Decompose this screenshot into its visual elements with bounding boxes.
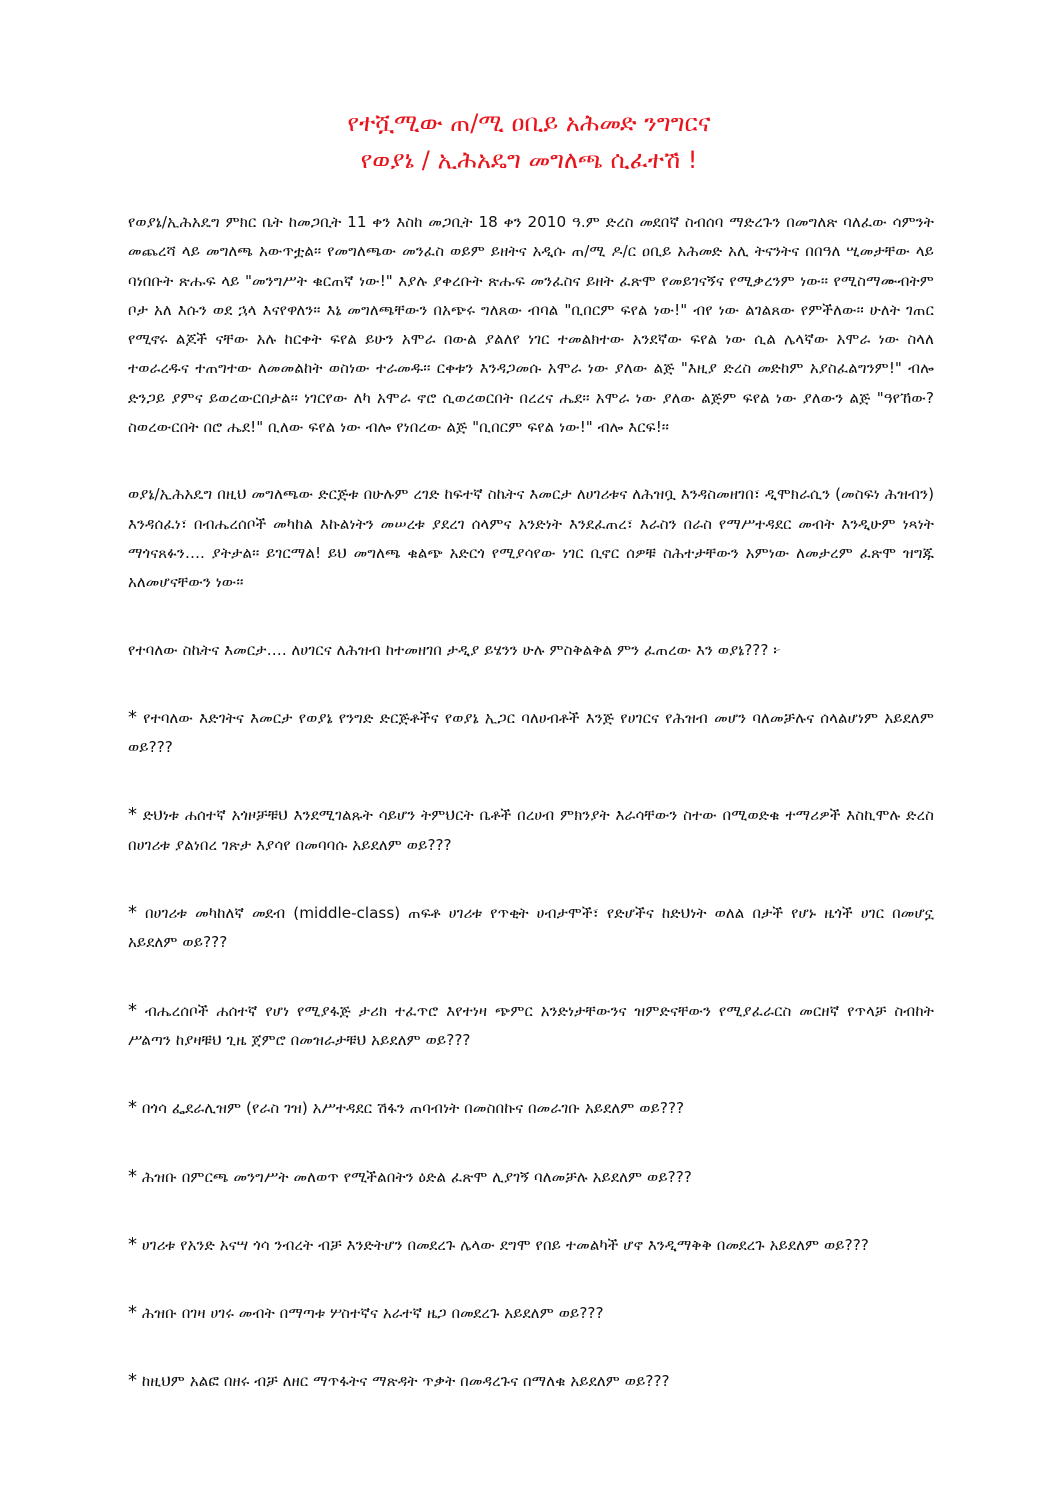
document-title-line-1: የተሿሚው ጠ/ሚ ዐቢይ አሕመድ ንግግርና xyxy=(347,109,711,137)
bullet-star: * xyxy=(128,1165,137,1187)
bullet-star: * xyxy=(128,804,137,826)
paragraph-question: የተባለው ስኬትና እመርታ…. ለሀገርና ለሕዝብ ከተመዘገበ ታዲያ ይሄንን ሁሉ ምስቅልቅል ምን ፈጠረው እን ወያኔ??? ፦ xyxy=(128,640,782,659)
document-body xyxy=(128,208,934,1397)
bullet-star: * xyxy=(128,706,137,728)
list-item xyxy=(128,898,934,958)
bullet-star: * xyxy=(128,999,137,1021)
list-item xyxy=(128,1298,934,1328)
document-title-line-2: የወያኔ / ኢሕአዴግ መግለጫ ሲፈተሽ ! xyxy=(360,146,698,174)
bullet-star: * xyxy=(128,1233,137,1255)
list-item xyxy=(128,1093,934,1123)
list-item-text: ሀገሪቱ የአንድ አናሣ ጎሳ ንብረት ብቻ እንድትሆን በመደረጉ ሌላው ደግሞ የበይ ተመልካች ሆኖ እንዲማቅቅ በመደረጉ አይደለም ወይ??? xyxy=(141,1235,869,1254)
list-item-text: የተባለው እድገትና እመርታ የወያኔ የንግድ ድርጅቶችና የወያኔ ኢጋር ባለሀብቶች እንጅ የሀገርና የሕዝብ መሆን ባለመቻሉና ሰላልሆነም አይደለም ወይ??? xyxy=(128,708,935,757)
paragraph-statement: ወያኔ/ኢሕአዴግ በዚህ መግለጫው ድርጅቱ በሁሉም ረገድ ከፍተኛ ስኬትና እመርታ ለሀገሪቱና ለሕዝቧ እንዳስመዘገበ፣ ዲሞክራሲን (መስፍነ ሕዝብን) እንዳሰፈነ፣ በብሔረሰቦች መካከል እኩልነትን መሠረቱ ያደረገ ሰላምና አንድነት እንደፈጠረ፣ እራስን በራስ የማሥተዳደር መብት እንዲሁም ነጻነት ማጎናጸፉን…. ያትታል፡፡ ይገርማል! ይህ መግለጫ ቁልጭ አድርጎ የሚያሳየው ነገር ቢኖር ሰዎቹ ስሕተታቸውን አምነው ለመታረም ፈጽሞ ዝግጁ አለመሆናቸውን ነው፡፡ xyxy=(128,485,934,592)
paragraph-intro: የወያኔ/ኢሕአዴግ ምክር ቤት ከመጋቢት 11 ቀን እስከ መጋቢት 18 ቀን 2010 ዓ.ም ድረስ መደበኛ ስብሰባ ማድረጉን በመግለጽ ባለፈው ሳምንት መጨረሻ ላይ መግለጫ አውጥቷል፡፡ የመግለጫው መንፈስ ወይም ይዘትና አዲሱ ጠ/ሚ ዶ/ር ዐቢይ አሕመድ አሊ ትናንትና በበዓለ ሢመታቸው ላይ ባነበቡት ጽሑፍ ላይ "መንግሥት ቁርጠኛ ነው!" እያሉ ያቀረቡት ጽሑፍ መንፈስና ይዘት ፈጽሞ የመይገናኝና የሚቃረንም ነው፡፡ የሚስማሙብትም ቦታ አለ እሱን ወደ ኋላ እናየዋለን፡፡ እኔ መግለጫቸውን በአጭሩ ግለጸው ብባል "ቢበርም ፍየል ነው!" ብየ ነው ልገልጸው የምችለው፡፡ ሁለት ገጠር የሚኖሩ ልጆች ናቸው አሉ ከርቀት ፍየል ይሁን አሞራ በውል ያልለየ ነገር ተመልክተው አንደኛው ፍየል ነው ሲል ሌላኛው አሞራ ነው ስላለ ተወራረዱና ተጠግተው ለመመልከት ወስነው ተራመዱ፡፡ ርቀቱን እንዳጋመሱ አሞራ ነው ያለው ልጅ "እዚያ ድረስ መድከም አያስፈልግንም!" ብሎ ድንጋይ ያምና ይወረውርበታል፡፡ ነገርየው ለካ አሞራ ኖሮ ሲወረወርበት በረረና ሔደ፡፡ አሞራ ነው ያለው ልጅም ፍየል ነው ያለውን ልጅ "ዓየኸው? ስወረውርበት በሮ ሔደ!" ቢለው ፍየል ነው ብሎ የነበረው ልጅ "ቢበርም ፍየል ነው!" ብሎ እርፍ!፡፡ xyxy=(128,213,934,437)
bullet-star: * xyxy=(128,1302,137,1324)
bullet-star: * xyxy=(128,1370,137,1392)
list-item-text: ብሔረሰቦች ሐሰተኛ የሆነ የሚያፋጅ ታሪክ ተፈጥሮ እየተነዛ ጭምር አንድነታቸውንና ዝምድናቸውን የሚያፈራርስ መርዘኛ የጥላቻ ስብከት ሥልጣን ከያዛቹህ ጊዜ ጀምሮ በመዝራታቹህ አይደለም ወይ??? xyxy=(128,1001,934,1049)
list-item-text: ሕዝቡ በምርጫ መንግሥት መለወጥ የሚችልበትን ዕድል ፈጽሞ ሊያገኝ ባለመቻሉ አይደለም ወይ??? xyxy=(141,1167,692,1186)
list-item xyxy=(128,1162,934,1192)
bullet-star: * xyxy=(128,902,137,924)
list-item xyxy=(128,703,934,763)
list-item-text: በጎሳ ፌደራሊዝም (የራስ ገዝ) አሥተዳደር ሽፋን ጠባብነት በመስበኩና በመራገቡ አይደለም ወይ??? xyxy=(141,1099,685,1118)
list-item-text: በሀገሪቱ መካከለኛ መደብ (middle-class) ጠፍቶ ሀገሪቱ የጥቂት ሀብታሞች፣ የድሆችና ከድህነት ወለል በታች የሆኑ ዜጎች ሀገር በመሆኗ አይደለም ወይ??? xyxy=(128,904,934,952)
list-item-text: ድህነቱ ሐሰተኛ አጎዞቻቹህ እንደሚገልጹት ሳይሆን ትምህርት ቤቶች በረሀብ ምክንያት እራሳቸውን ስተው በሚወድቁ ተማሪዎች እስኪሞሉ ድረስ በሀገሪቱ ያልነበረ ገጽታ እያሳየ በመባባሱ አይደለም ወይ??? xyxy=(128,806,934,854)
bullet-star: * xyxy=(128,1097,137,1119)
list-item xyxy=(128,1230,934,1260)
list-item xyxy=(128,800,934,860)
list-item-text: ከዚህም አልፎ በዘሩ ብቻ ለዘር ማጥፋትና ማጽዳት ጥቃት በመዳረጉና በማለቁ አይደለም ወይ??? xyxy=(141,1372,670,1391)
list-item xyxy=(128,1366,934,1396)
list-item-text: ሕዝቡ በገዛ ሀገሩ መብት በማጣቱ ሦስተኛና አራተኛ ዜጋ በመደረጉ አይደለም ወይ??? xyxy=(141,1304,604,1323)
list-item xyxy=(128,996,934,1056)
